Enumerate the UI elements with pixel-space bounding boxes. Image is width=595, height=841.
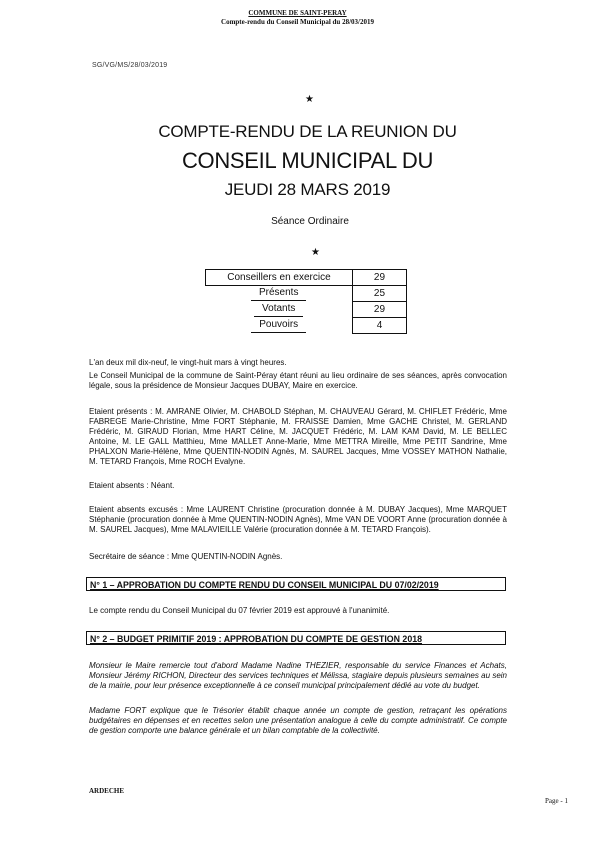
stat-value: 29 xyxy=(352,302,406,318)
star-ornament-icon: ★ xyxy=(311,247,320,258)
stat-label: Conseillers en exercice xyxy=(206,270,353,286)
stat-label: Présents xyxy=(206,286,353,302)
stat-value: 4 xyxy=(352,318,406,334)
table-row xyxy=(206,270,407,286)
star-ornament-icon: ★ xyxy=(305,94,314,105)
stat-label: Pouvoirs xyxy=(206,318,353,334)
header-subtitle: Compte-rendu du Conseil Municipal du 28/03/2019 xyxy=(221,18,374,26)
header-commune: COMMUNE DE SAINT-PERAY xyxy=(248,9,347,17)
title-line-3: JEUDI 28 MARS 2019 xyxy=(224,180,391,199)
secretaire-paragraph: Secrétaire de séance : Mme QUENTIN-NODIN Agnès. xyxy=(89,552,283,561)
item1-paragraph: Le compte rendu du Conseil Municipal du 07 février 2019 est approuvé à l'unanimité. xyxy=(89,606,390,615)
footer-department: ARDECHE xyxy=(89,787,125,795)
table-row xyxy=(206,302,407,318)
stat-value: 29 xyxy=(352,270,406,286)
convocation-paragraph: Le Conseil Municipal de la commune de Saint-Péray étant réuni au lieu ordinaire de ses séances, après convocation légale, sous la présidence de Monsieur Jacques DUBAY, Maire en exercice. xyxy=(89,371,507,390)
title-line-2: CONSEIL MUNICIPAL DU xyxy=(181,148,434,173)
excuses-paragraph: Etaient absents excusés : Mme LAURENT Christine (procuration donnée à M. DUBAY Jacques), Mme MARQUET Stéphanie (procuration donnée à Mme QUENTIN-NODIN Agnès), Mme VAN DE VOORT Anne (procuration donnée à M. SAUREL Jacques), Mme MALAVIEILLE Valérie (procuration donnée à M. TETARD François). xyxy=(89,505,507,534)
table-row xyxy=(206,318,407,334)
table-row xyxy=(206,286,407,302)
stat-label: Votants xyxy=(206,302,353,318)
item2-paragraph-2: Madame FORT explique que le Trésorier établit chaque année un compte de gestion, retraçant les opérations budgétaires en dépenses et en recettes selon une présentation analogue à celle du compte administratif. Ce compte de gestion comporte une balance générale et un bilan comptable de la collectivité. xyxy=(89,706,507,735)
stat-value: 25 xyxy=(352,286,406,302)
presents-paragraph: Etaient présents : M. AMRANE Olivier, M. CHABOLD Stéphan, M. CHAUVEAU Gérard, M. CHIFLET Frédéric, Mme FABREGE Marie-Christine, Mme FORT Stéphanie, M. FRAISSE Damien, Mme GACHE Christel, M. GERLAND Frédéric, M. GIRAUD Florian, Mme HART Céline, M. JACQUET Frédéric, M. LAM KAM David, M. LE BELLEC Antoine, M. LE GALL Matthieu, Mme MALLET Anne-Marie, Mme METTRA Mireille, Mme PETIT Sandrine, Mme PHALXON Marie-Hélène, Mme QUENTIN-NODIN Agnès, M. SAUREL Jacques, Mme VOSSEY MATHON Nathalie, M. TETARD François, Mme ROCH Evalyne. xyxy=(89,407,507,466)
section-heading-1: N° 1 – APPROBATION DU COMPTE RENDU DU CONSEIL MUNICIPAL DU 07/02/2019 xyxy=(86,577,506,591)
section-heading-2: N° 2 – BUDGET PRIMITIF 2019 : APPROBATION DU COMPTE DE GESTION 2018 xyxy=(86,631,506,645)
page-number: Page - 1 xyxy=(545,797,568,805)
attendance-table xyxy=(205,269,407,334)
document-reference: SG/VG/MS/28/03/2019 xyxy=(92,62,168,69)
title-line-1: COMPTE-RENDU DE LA REUNION DU xyxy=(158,122,457,141)
intro-paragraph: L'an deux mil dix-neuf, le vingt-huit mars à vingt heures. xyxy=(89,358,287,367)
session-type: Séance Ordinaire xyxy=(271,216,349,227)
absents-paragraph: Etaient absents : Néant. xyxy=(89,481,175,490)
item2-paragraph-1: Monsieur le Maire remercie tout d'abord Madame Nadine THEZIER, responsable du service Finances et Achats, Monsieur Jérémy RICHON, Directeur des services techniques et Mélissa, stagiaire depuis plusieurs semaines au sein de la mairie, pour leur présence exceptionnelle à ce conseil municipal principalement dédié au vote du budget. xyxy=(89,661,507,690)
